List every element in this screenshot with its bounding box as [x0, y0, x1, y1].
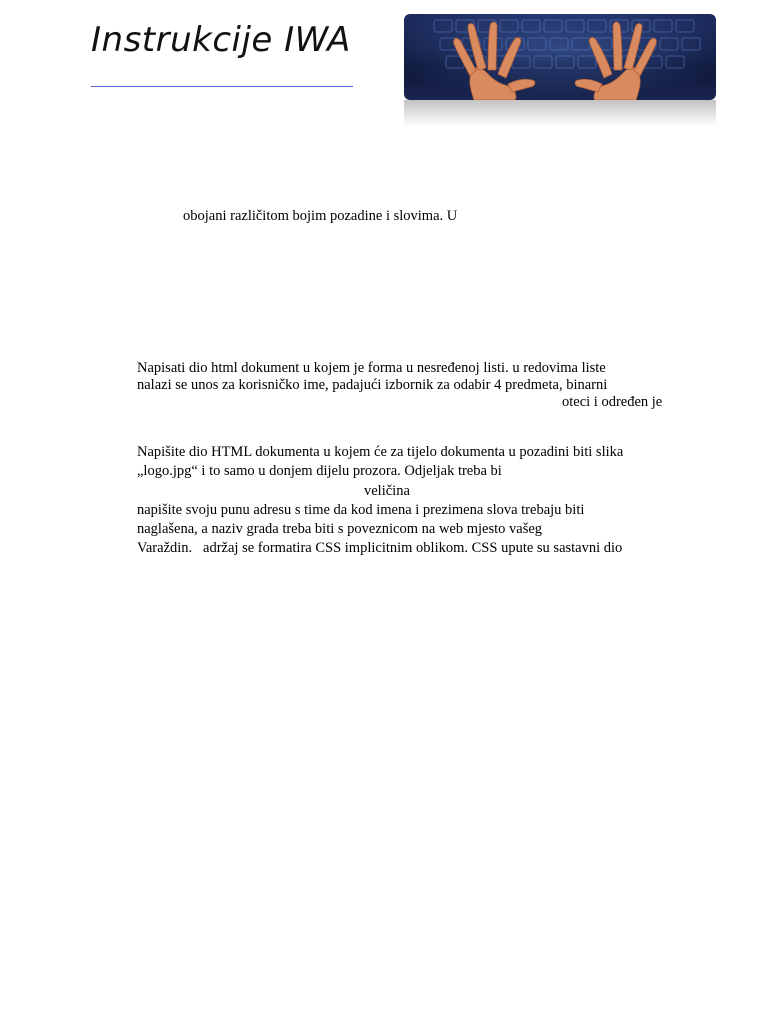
- task-1-line: nalazi se unos za korisničko ime, padajući izbornik za odabir 4 predmeta, binarni: [137, 377, 608, 393]
- task-2-line: Varaždin. adržaj se formatira CSS implicitnim oblikom. CSS upute su sastavni dio: [137, 540, 623, 556]
- keyboard-hands-banner: [404, 14, 716, 100]
- task-2-line: Napišite dio HTML dokumenta u kojem će za tijelo dokumenta u pozadini biti slika: [137, 444, 624, 460]
- banner-reflection: [404, 100, 716, 126]
- task-2-line: napišite svoju punu adresu s time da kod imena i prezimena slova trebaju biti: [137, 502, 585, 518]
- task-1-line: oteci i određen je: [562, 394, 663, 410]
- keyboard-hands-image: [404, 14, 716, 100]
- task-2-line: veličina: [364, 483, 410, 499]
- title-underline: [91, 86, 353, 87]
- fragment-line: obojani različitom bojim pozadine i slovima. U: [183, 208, 458, 224]
- task-2-line: naglašena, a naziv grada treba biti s poveznicom na web mjesto vašeg: [137, 521, 543, 537]
- task-2-line: „logo.jpg“ i to samo u donjem dijelu prozora. Odjeljak treba bi: [137, 463, 502, 479]
- task-1-line: Napisati dio html dokument u kojem je forma u nesređenoj listi. u redovima liste: [137, 360, 606, 376]
- document-title: Instrukcije IWA: [91, 20, 351, 60]
